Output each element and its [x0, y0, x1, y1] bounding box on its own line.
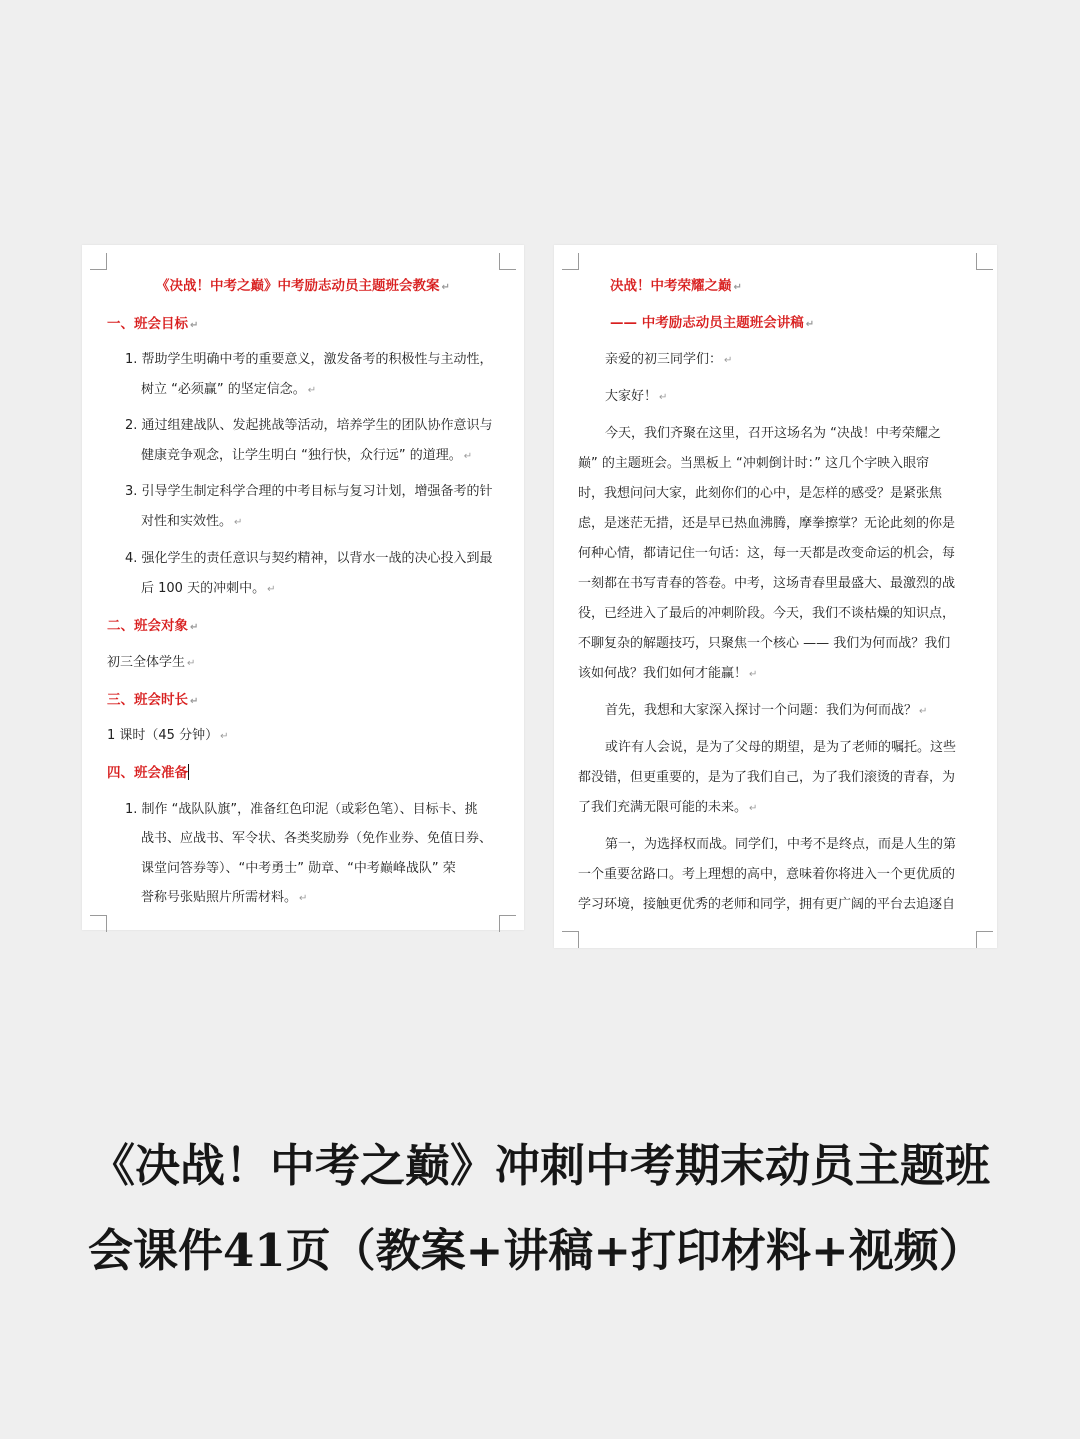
margin-corner-mark: [562, 931, 579, 948]
caption-title-line-1: 《决战！中考之巅》冲刺中考期末动员主题班: [89, 1139, 990, 1192]
text-line: 该如何战？我们如何才能赢！ ↵: [578, 666, 758, 681]
text-line: 2. 通过组建战队、发起挑战等活动，培养学生的团队协作意识与: [125, 418, 493, 433]
caption-title-line-2: 会课件41页（教案+讲稿+打印材料+视频）: [88, 1224, 984, 1277]
text-line: 亲爱的初三同学们： ↵: [605, 352, 733, 367]
text-line: 第一，为选择权而战。同学们，中考不是终点，而是人生的第: [605, 837, 957, 852]
speech-draft-page: [554, 245, 997, 948]
text-line: 战书、应战书、军令状、各类奖励券（免作业券、免值日券、: [141, 831, 493, 846]
section-heading: 一、班会目标 ↵: [107, 316, 199, 332]
margin-corner-mark: [976, 931, 993, 948]
text-line: 不聊复杂的解题技巧，只聚焦一个核心 —— 我们为何而战？我们: [578, 636, 951, 651]
text-line: 课堂问答券等）、“中考勇士” 勋章、“中考巅峰战队” 荣: [141, 861, 456, 876]
margin-corner-mark: [90, 253, 107, 270]
text-line: 学习环境，接触更优秀的老师和同学，拥有更广阔的平台去追逐自: [578, 897, 956, 912]
text-line: 时，我想问问大家，此刻你们的心中，是怎样的感受？是紧张焦: [578, 486, 943, 501]
section-heading: 四、班会准备: [107, 765, 188, 781]
text-line: 或许有人会说，是为了父母的期望，是为了老师的嘱托。这些: [605, 740, 957, 755]
text-line: 1. 制作 “战队队旗”，准备红色印泥（或彩色笔）、目标卡、挑: [125, 802, 478, 817]
margin-corner-mark: [499, 915, 516, 932]
lesson-plan-title: 《决战！中考之巅》中考励志动员主题班会教案 ↵: [156, 278, 450, 294]
text-line: 大家好！ ↵: [605, 389, 668, 404]
text-line: 1 课时（45 分钟） ↵: [107, 728, 229, 743]
text-line: 今天，我们齐聚在这里，召开这场名为 “决战！中考荣耀之: [605, 426, 941, 441]
section-heading: 三、班会时长 ↵: [107, 692, 199, 708]
text-line: 一刻都在书写青春的答卷。中考，这场青春里最盛大、最激烈的战: [578, 576, 956, 591]
text-line: 健康竞争观念，让学生明白 “独行快，众行远” 的道理。 ↵: [141, 448, 473, 463]
text-line: 后 100 天的冲刺中。 ↵: [141, 581, 276, 596]
text-line: 4. 强化学生的责任意识与契约精神，以背水一战的决心投入到最: [125, 551, 493, 566]
margin-corner-mark: [90, 915, 107, 932]
text-line: 虑，是迷茫无措，还是早已热血沸腾，摩拳擦掌？无论此刻的你是: [578, 516, 956, 531]
text-line: 役，已经进入了最后的冲刺阶段。今天，我们不谈枯燥的知识点，: [578, 606, 956, 621]
text-line: 何种心情，都请记住一句话：这，每一天都是改变命运的机会，每: [578, 546, 956, 561]
text-line: 初三全体学生 ↵: [107, 655, 196, 670]
lesson-plan-page: [82, 245, 524, 930]
text-line: 一个重要岔路口。考上理想的高中，意味着你将进入一个更优质的: [578, 867, 956, 882]
margin-corner-mark: [562, 253, 579, 270]
text-line: 都没错，但更重要的，是为了我们自己，为了我们滚烫的青春，为: [578, 770, 956, 785]
text-line: 誉称号张贴照片所需材料。 ↵: [141, 890, 308, 905]
text-cursor: [188, 764, 189, 780]
text-line: 对性和实效性。 ↵: [141, 514, 243, 529]
text-line: 了我们充满无限可能的未来。 ↵: [578, 800, 758, 815]
speech-title: 决战！中考荣耀之巅 ↵: [610, 278, 742, 294]
text-line: 树立 “必须赢” 的坚定信念。 ↵: [141, 382, 317, 397]
margin-corner-mark: [499, 253, 516, 270]
margin-corner-mark: [976, 253, 993, 270]
text-line: 3. 引导学生制定科学合理的中考目标与复习计划，增强备考的针: [125, 484, 493, 499]
text-line: 首先，我想和大家深入探讨一个问题：我们为何而战？ ↵: [605, 703, 928, 718]
speech-subtitle: —— 中考励志动员主题班会讲稿 ↵: [610, 315, 815, 331]
text-line: 巅” 的主题班会。当黑板上 “冲刺倒计时：” 这几个字映入眼帘: [578, 456, 930, 471]
section-heading: 二、班会对象 ↵: [107, 618, 199, 634]
text-line: 1. 帮助学生明确中考的重要意义，激发备考的积极性与主动性，: [125, 352, 493, 367]
